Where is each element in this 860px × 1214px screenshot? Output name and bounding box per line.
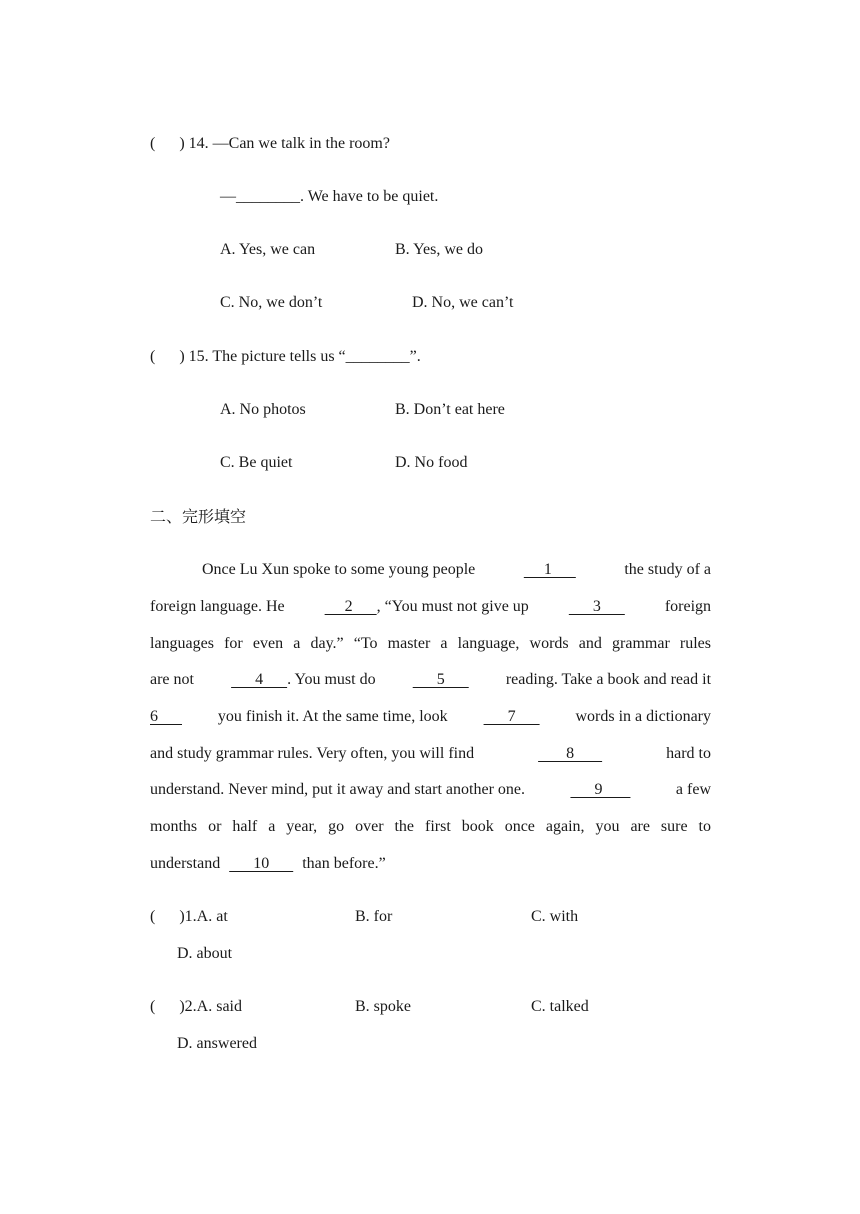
passage-text: words in a dictionary	[575, 708, 712, 725]
section-title: 二、完形填空	[150, 507, 247, 526]
option-b: B. Don’t eat here	[395, 401, 505, 418]
passage-line-4	[150, 670, 711, 690]
passage-text: the study of a	[624, 561, 711, 578]
passage-line-9	[150, 854, 386, 874]
passage-text: reading. Take a book and read it	[505, 671, 712, 688]
passage-text: a few	[675, 781, 711, 798]
answer-bracket[interactable]: ( )	[150, 998, 185, 1015]
option-d: D. No food	[395, 454, 468, 471]
option-a: A. at	[196, 908, 228, 925]
blank-1[interactable]: 1	[523, 561, 576, 578]
option-d: D. answered	[177, 1035, 257, 1052]
option-c: C. No, we don’t	[220, 294, 323, 311]
option-d: D. No, we can’t	[412, 294, 514, 311]
question-14-reply: —________. We have to be quiet.	[220, 188, 439, 205]
option-b: B. for	[355, 908, 393, 925]
passage-line-3: languages for even a day.” “To master a language, words and grammar rules	[150, 635, 711, 652]
passage-line-2	[150, 597, 711, 617]
blank-8[interactable]: 8	[538, 745, 603, 762]
passage-text: . You must do	[287, 671, 376, 688]
question-14	[150, 134, 390, 154]
passage-text: are not	[150, 671, 194, 688]
passage-text: hard to	[666, 745, 711, 762]
option-c: C. with	[531, 908, 579, 925]
blank-6[interactable]: 6	[150, 708, 182, 725]
option-a: A. Yes, we can	[220, 241, 316, 258]
answer-bracket[interactable]: ( )	[150, 908, 185, 925]
blank-9[interactable]: 9	[570, 781, 631, 798]
question-number: 2.	[184, 998, 197, 1015]
option-a: A. said	[196, 998, 242, 1015]
passage-line-7	[150, 780, 711, 800]
answer-bracket[interactable]: ( )	[150, 348, 185, 365]
option-b: B. spoke	[355, 998, 411, 1015]
passage-text: and study grammar rules. Very often, you will find	[150, 745, 475, 762]
blank-3[interactable]: 3	[568, 598, 625, 615]
question-stem: 14. —Can we talk in the room?	[188, 135, 390, 152]
passage-text: understand	[150, 855, 221, 872]
option-d: D. about	[177, 945, 233, 962]
passage-text: foreign	[664, 598, 712, 615]
question-number: 1.	[184, 908, 197, 925]
passage-text: Once Lu Xun spoke to some young people	[202, 561, 476, 578]
option-c: C. talked	[531, 998, 589, 1015]
answer-bracket[interactable]: ( )	[150, 135, 185, 152]
option-c: C. Be quiet	[220, 454, 293, 471]
option-b: B. Yes, we do	[395, 241, 484, 258]
passage-line-6	[150, 744, 711, 764]
passage-text: than before.”	[302, 855, 386, 872]
passage-text: foreign language. He	[150, 598, 285, 615]
passage-text: understand. Never mind, put it away and start another one.	[150, 781, 525, 798]
question-stem: 15. The picture tells us “________”.	[188, 348, 421, 365]
option-a: A. No photos	[220, 401, 306, 418]
cloze-question-2	[150, 997, 242, 1017]
blank-10[interactable]: 10	[229, 855, 294, 872]
passage-line-5	[150, 707, 711, 727]
passage-line-8: months or half a year, go over the first book once again, you are sure to	[150, 818, 711, 835]
blank-5[interactable]: 5	[412, 671, 469, 688]
passage-text: you finish it. At the same time, look	[217, 708, 448, 725]
blank-4[interactable]: 4	[231, 671, 288, 688]
question-15	[150, 347, 421, 367]
cloze-question-1	[150, 907, 228, 927]
passage-text: , “You must not give up	[376, 598, 529, 615]
blank-7[interactable]: 7	[483, 708, 540, 725]
blank-2[interactable]: 2	[324, 598, 377, 615]
passage-line-1	[202, 560, 711, 580]
